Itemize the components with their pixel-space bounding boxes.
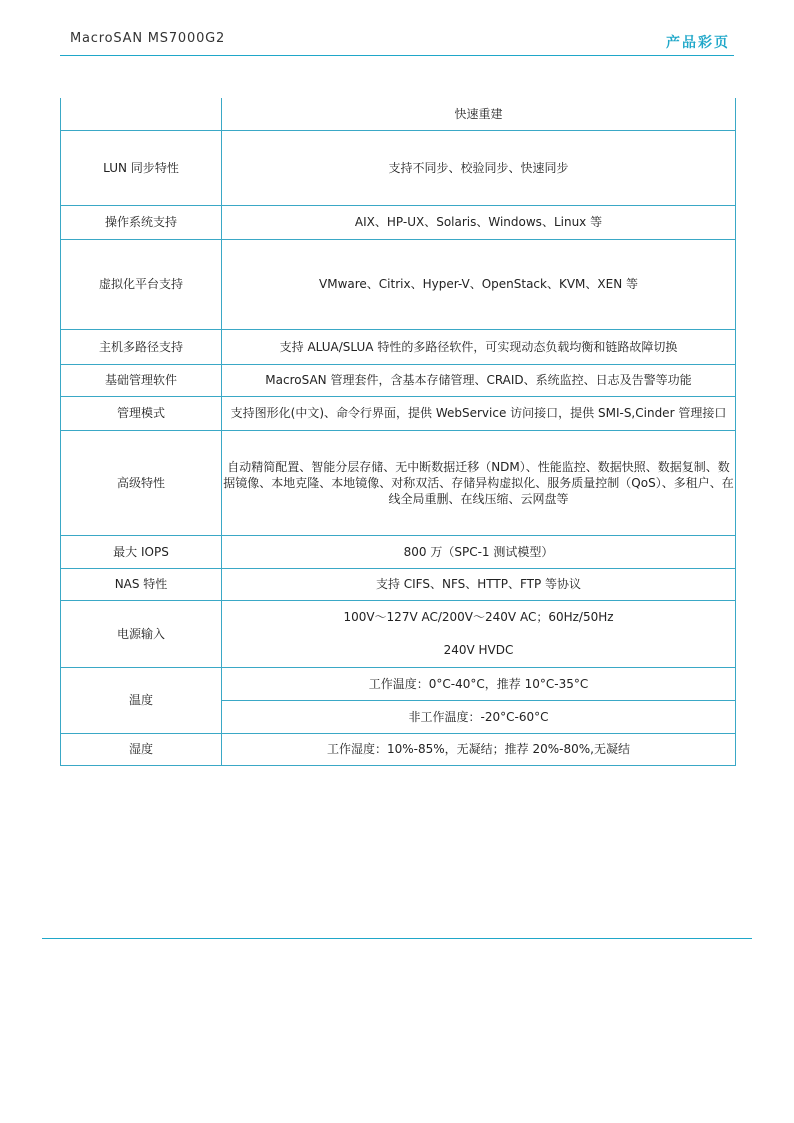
spec-label bbox=[61, 98, 222, 130]
spec-value-line: 240V HVDC bbox=[443, 642, 514, 657]
table-row bbox=[61, 239, 736, 329]
spec-value: 支持图形化(中文)、命令行界面，提供 WebService 访问接口，提供 SMI-S,Cinder 管理接口 bbox=[222, 396, 736, 430]
spec-value-line: 100V～127V AC/200V～240V AC；60Hz/50Hz bbox=[343, 609, 614, 624]
header-divider bbox=[60, 55, 734, 56]
table-row bbox=[61, 205, 736, 239]
table-row bbox=[61, 568, 736, 600]
spec-value-multiline bbox=[222, 600, 736, 667]
spec-label: 电源输入 bbox=[61, 600, 222, 667]
spec-label: 湿度 bbox=[61, 733, 222, 765]
spec-value: 非工作温度：-20°C-60°C bbox=[222, 700, 736, 733]
header-product-name: MacroSAN MS7000G2 bbox=[70, 31, 226, 46]
spec-table bbox=[60, 98, 736, 766]
spec-label: 操作系统支持 bbox=[61, 205, 222, 239]
spec-label: NAS 特性 bbox=[61, 568, 222, 600]
table-row bbox=[61, 600, 736, 667]
spec-label: LUN 同步特性 bbox=[61, 130, 222, 205]
spec-label: 最大 IOPS bbox=[61, 535, 222, 568]
spec-value: 支持 ALUA/SLUA 特性的多路径软件，可实现动态负载均衡和链路故障切换 bbox=[222, 329, 736, 364]
spec-value: 自动精简配置、智能分层存储、无中断数据迁移（NDM）、性能监控、数据快照、数据复制、数据镜像、本地克隆、本地镜像、对称双活、存储异构虚拟化、服务质量控制（QoS）、多租户、在线全局重删、在线压缩、云网盘等 bbox=[222, 430, 736, 535]
spec-label: 高级特性 bbox=[61, 430, 222, 535]
table-row bbox=[61, 130, 736, 205]
table-row bbox=[61, 667, 736, 700]
spec-value: MacroSAN 管理套件，含基本存储管理、CRAID、系统监控、日志及告警等功能 bbox=[222, 364, 736, 396]
table-row bbox=[61, 535, 736, 568]
spec-value: 支持不同步、校验同步、快速同步 bbox=[222, 130, 736, 205]
spec-value: 800 万（SPC-1 测试模型） bbox=[222, 535, 736, 568]
spec-value: 工作温度：0°C-40°C，推荐 10°C-35°C bbox=[222, 667, 736, 700]
spec-value: VMware、Citrix、Hyper-V、OpenStack、KVM、XEN 等 bbox=[222, 239, 736, 329]
spec-label: 基础管理软件 bbox=[61, 364, 222, 396]
table-row bbox=[61, 733, 736, 765]
spec-label: 温度 bbox=[61, 667, 222, 733]
table-row bbox=[61, 364, 736, 396]
table-row bbox=[61, 98, 736, 130]
spec-value: 工作湿度：10%-85%，无凝结；推荐 20%-80%,无凝结 bbox=[222, 733, 736, 765]
spec-value: 快速重建 bbox=[222, 98, 736, 130]
spec-label: 主机多路径支持 bbox=[61, 329, 222, 364]
spec-label: 虚拟化平台支持 bbox=[61, 239, 222, 329]
spec-value: 支持 CIFS、NFS、HTTP、FTP 等协议 bbox=[222, 568, 736, 600]
footer-divider bbox=[42, 938, 752, 939]
table-row bbox=[61, 396, 736, 430]
table-row bbox=[61, 430, 736, 535]
spec-label: 管理模式 bbox=[61, 396, 222, 430]
table-row bbox=[61, 329, 736, 364]
spec-value: AIX、HP-UX、Solaris、Windows、Linux 等 bbox=[222, 205, 736, 239]
header-section-title: 产品彩页 bbox=[666, 35, 730, 51]
